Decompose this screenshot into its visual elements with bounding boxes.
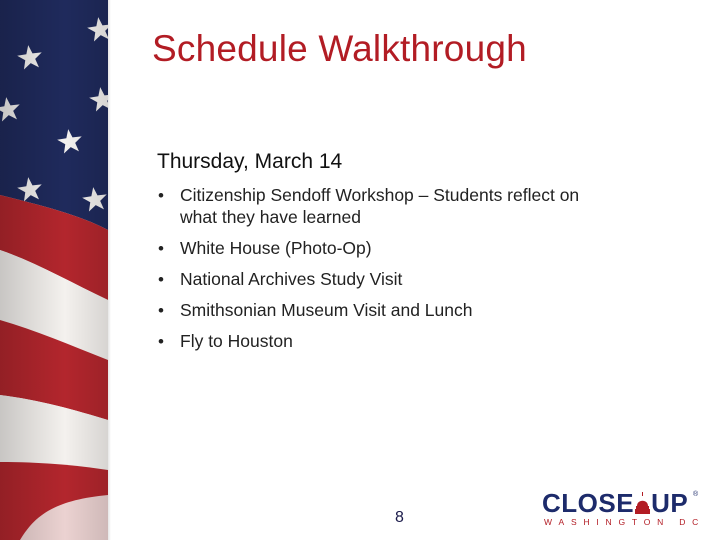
bullet-icon: • <box>158 300 164 320</box>
list-item-text: Fly to Houston <box>180 330 293 351</box>
close-up-logo <box>542 488 706 530</box>
schedule-bullet-list <box>157 187 657 364</box>
page-number: 8 <box>395 509 404 526</box>
slide-title: Schedule Walkthrough <box>152 28 527 69</box>
bullet-icon: • <box>158 238 164 258</box>
flag-background-image <box>0 0 108 540</box>
bullet-icon: • <box>158 331 164 351</box>
list-item <box>157 330 657 351</box>
list-item-text: White House (Photo-Op) <box>180 237 372 258</box>
list-item-text: Smithsonian Museum Visit and Lunch <box>180 299 473 320</box>
list-item-text-continued: what they have learned <box>180 206 361 227</box>
list-item <box>157 237 657 258</box>
logo-text-up: UP <box>651 488 689 518</box>
logo-subtitle: WASHINGTON DC <box>544 517 706 527</box>
list-item-text: National Archives Study Visit <box>180 268 403 289</box>
list-item-text: Citizenship Sendoff Workshop – Students reflect on <box>180 185 580 205</box>
list-item <box>157 299 657 320</box>
capitol-dome-icon <box>635 492 650 514</box>
list-item <box>157 268 657 289</box>
list-item <box>157 187 657 226</box>
trademark-symbol: ® <box>693 491 699 498</box>
bullet-icon: • <box>158 269 164 289</box>
bullet-icon: • <box>158 186 164 205</box>
panel-divider <box>108 0 111 540</box>
logo-text-close: CLOSE <box>542 488 635 518</box>
section-heading: Thursday, March 14 <box>157 150 343 173</box>
logo-wordmark <box>542 490 688 516</box>
